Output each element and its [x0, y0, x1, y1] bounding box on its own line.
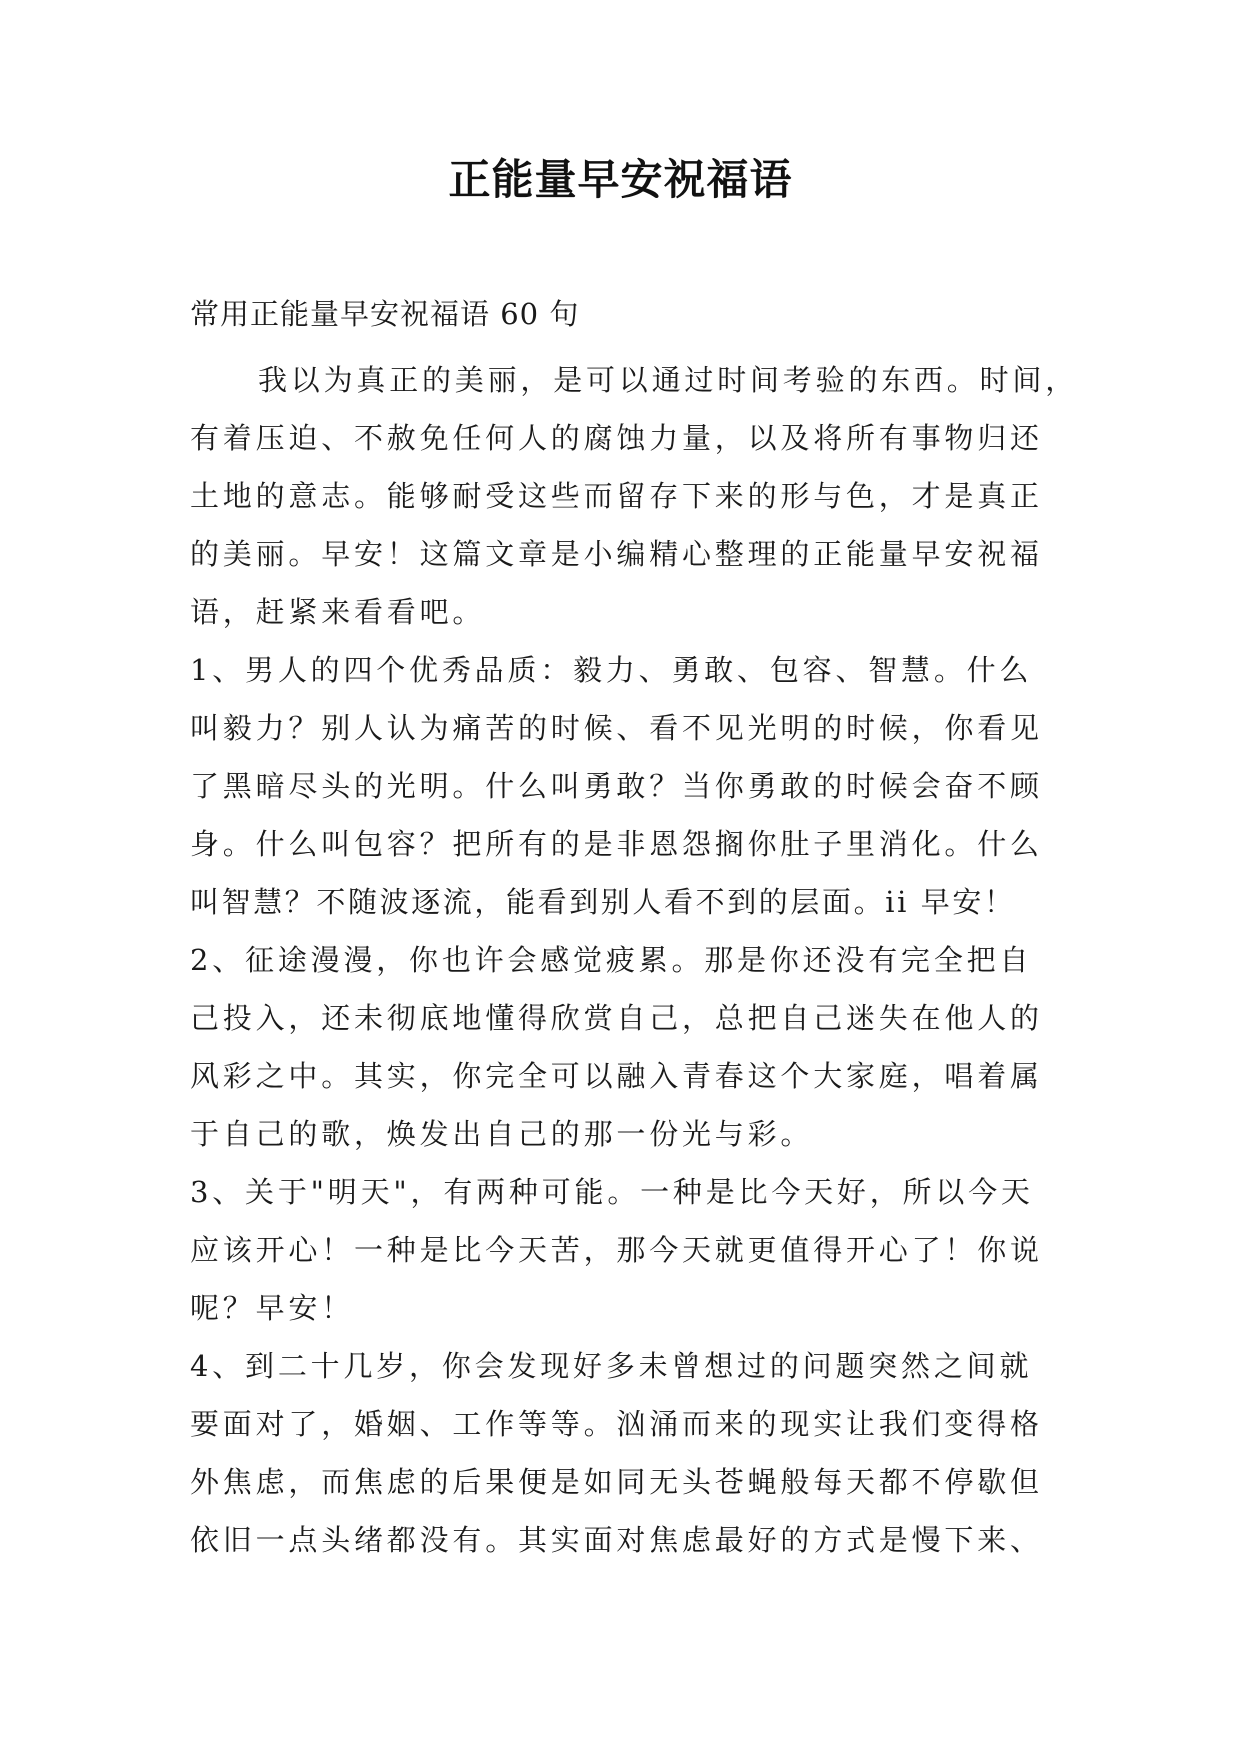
paragraph-line: 己投入，还未彻底地懂得欣赏自己，总把自己迷失在他人的 [190, 1001, 1043, 1035]
paragraph-line: 的美丽。早安！这篇文章是小编精心整理的正能量早安祝福 [190, 537, 1043, 571]
paragraph-line: 2、征途漫漫，你也许会感觉疲累。那是你还没有完全把自 [190, 943, 1033, 977]
paragraph-line: 我以为真正的美丽，是可以通过时间考验的东西。时间， [258, 363, 1079, 397]
paragraph-line: 外焦虑，而焦虑的后果便是如同无头苍蝇般每天都不停歇但 [190, 1465, 1043, 1499]
paragraph-line: 于自己的歌，焕发出自己的那一份光与彩。 [190, 1117, 814, 1151]
paragraph-line: 语，赶紧来看看吧。 [190, 595, 486, 629]
paragraph-line: 呢？早安！ [190, 1291, 355, 1325]
paragraph-line: 要面对了，婚姻、工作等等。汹涌而来的现实让我们变得格 [190, 1407, 1043, 1441]
paragraph-line: 身。什么叫包容？把所有的是非恩怨搁你肚子里消化。什么 [190, 827, 1043, 861]
page-title: 正能量早安祝福语 [448, 155, 793, 204]
document-body [190, 351, 1079, 1569]
paragraph-line: 1、男人的四个优秀品质：毅力、勇敢、包容、智慧。什么 [190, 653, 1033, 687]
paragraph-line: 依旧一点头绪都没有。其实面对焦虑最好的方式是慢下来、 [190, 1523, 1043, 1557]
paragraph-line: 有着压迫、不赦免任何人的腐蚀力量，以及将所有事物归还 [190, 421, 1043, 455]
paragraph-line: 4、到二十几岁，你会发现好多未曾想过的问题突然之间就 [190, 1349, 1033, 1383]
paragraph-line: 叫毅力？别人认为痛苦的时候、看不见光明的时候，你看见 [190, 711, 1043, 745]
paragraph-line: 风彩之中。其实，你完全可以融入青春这个大家庭，唱着属 [190, 1059, 1043, 1093]
paragraph-line: 了黑暗尽头的光明。什么叫勇敢？当你勇敢的时候会奋不顾 [190, 769, 1043, 803]
paragraph-line: 土地的意志。能够耐受这些而留存下来的形与色，才是真正 [190, 479, 1043, 513]
paragraph-line: 应该开心！一种是比今天苦，那今天就更值得开心了！你说 [190, 1233, 1043, 1267]
paragraph-line: 叫智慧？不随波逐流，能看到别人看不到的层面。ii 早安！ [190, 885, 1016, 919]
paragraph-line: 3、关于"明天"，有两种可能。一种是比今天好，所以今天 [190, 1175, 1034, 1209]
document-subtitle: 常用正能量早安祝福语 60 句 [190, 297, 580, 331]
